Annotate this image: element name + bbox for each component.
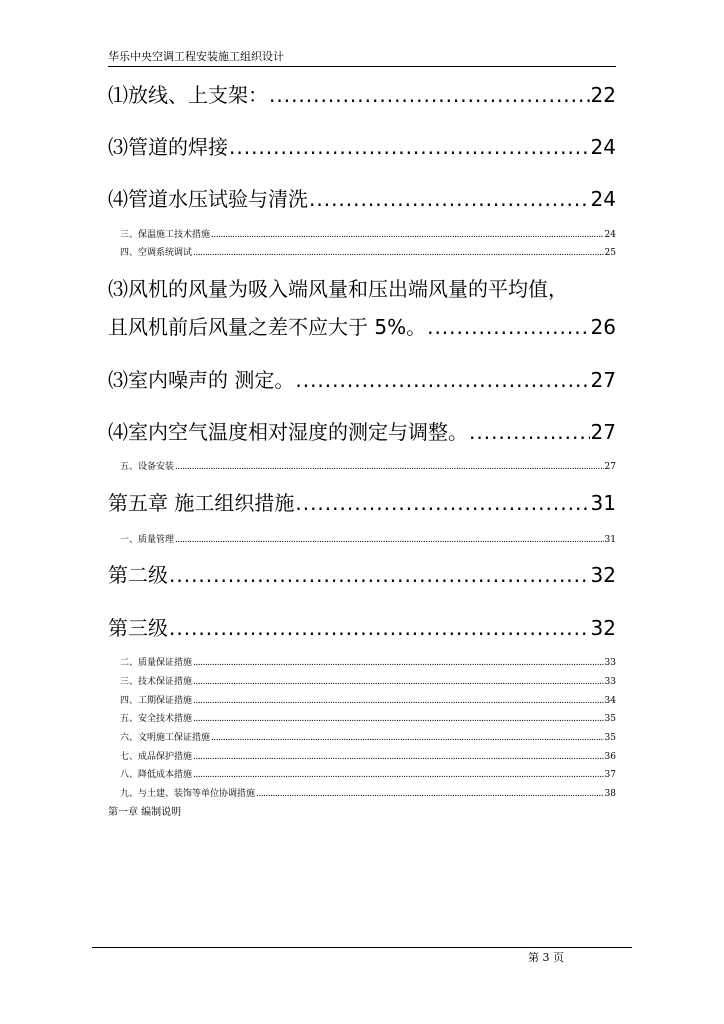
toc-entry[interactable] xyxy=(108,229,616,241)
toc-entry-title: ⑷室内空气温度相对湿度的测定与调整。 xyxy=(108,420,468,444)
toc-entry[interactable] xyxy=(108,367,616,393)
toc-entry-title: 三、技术保证措施 xyxy=(120,677,193,687)
toc-entry-page: 24 xyxy=(590,187,616,211)
toc-entry-page: 35 xyxy=(604,733,616,743)
toc-entry[interactable] xyxy=(108,676,616,688)
document-title: 华乐中央空调工程安装施工组织设计 xyxy=(108,50,284,63)
toc-entry[interactable] xyxy=(108,769,616,781)
toc-entry-page: 34 xyxy=(604,696,616,706)
toc-leader-dots xyxy=(169,615,590,641)
toc-entry-page: 24 xyxy=(604,230,616,240)
toc-entry-page: 38 xyxy=(604,789,616,799)
toc-entry[interactable] xyxy=(108,490,616,516)
toc-entry-title: 七、成品保护措施 xyxy=(120,752,193,762)
toc-entry[interactable] xyxy=(108,461,616,473)
toc-entry-title: ⑶室内噪声的 测定。 xyxy=(108,368,295,392)
toc-entry-title: 六、文明施工保证措施 xyxy=(120,733,211,743)
toc-leader-dots xyxy=(295,367,589,393)
footer-divider xyxy=(92,947,632,948)
toc-leader-dots xyxy=(169,562,590,588)
toc-entry-page: 31 xyxy=(604,535,616,545)
toc-entry[interactable] xyxy=(108,732,616,744)
toc-entry[interactable] xyxy=(108,615,616,641)
toc-entry-title: 五、安全技术措施 xyxy=(120,714,193,724)
toc-leader-dots xyxy=(193,695,604,707)
toc-entry[interactable] xyxy=(108,657,616,669)
toc-entry[interactable] xyxy=(108,751,616,763)
toc-entry-title: ⑶风机的风量为吸入端风量和压出端风量的平均值， xyxy=(108,277,568,301)
toc-leader-dots xyxy=(427,314,589,340)
toc-leader-dots xyxy=(193,676,604,688)
toc-leader-dots xyxy=(193,769,604,781)
page-number: 第 3 页 xyxy=(528,951,564,964)
toc-entry-page: 27 xyxy=(590,368,616,392)
toc-leader-dots xyxy=(269,82,590,108)
toc-entry[interactable] xyxy=(108,82,616,108)
toc-leader-dots xyxy=(175,461,604,473)
toc-leader-dots xyxy=(211,732,604,744)
toc-entry-title: 九、与土建、装饰等单位协调措施 xyxy=(120,789,256,799)
toc-entry-title: 且风机前后风量之差不应大于 5%。 xyxy=(108,315,427,339)
chapter-heading: 第一章 编制说明 xyxy=(108,807,182,818)
toc-entry-title: ⑷管道水压试验与清洗 xyxy=(108,187,308,211)
toc-leader-dots xyxy=(193,713,604,725)
toc-entry-title: ⑶管道的焊接 xyxy=(108,135,228,159)
toc-entry-page: 24 xyxy=(590,135,616,159)
toc-entry-title: 二、质量保证措施 xyxy=(120,658,193,668)
toc-entry-page: 31 xyxy=(590,491,616,515)
toc-leader-dots xyxy=(309,186,590,212)
toc-entry-page: 22 xyxy=(590,83,616,107)
toc-leader-dots xyxy=(256,788,604,800)
toc-entry[interactable] xyxy=(108,695,616,707)
toc-leader-dots xyxy=(175,534,604,546)
toc-entry-page: 27 xyxy=(590,420,616,444)
toc-entry[interactable] xyxy=(108,562,616,588)
toc-entry-page: 26 xyxy=(590,315,616,339)
toc-entry[interactable] xyxy=(108,713,616,725)
toc-entry-title: 五、设备安装 xyxy=(120,462,175,472)
toc-leader-dots xyxy=(193,657,604,669)
toc-leader-dots xyxy=(229,134,590,160)
toc-entry-title: 八、降低成本措施 xyxy=(120,770,193,780)
toc-entry-title: 第二级 xyxy=(108,563,168,587)
toc-entry[interactable] xyxy=(108,788,616,800)
toc-entry[interactable] xyxy=(108,134,616,160)
toc-entry-page: 32 xyxy=(590,563,616,587)
toc-entry-page: 27 xyxy=(604,462,616,472)
toc-leader-dots xyxy=(193,751,604,763)
toc-entry[interactable] xyxy=(108,247,616,259)
toc-entry-page: 32 xyxy=(590,616,616,640)
toc-entry-title: 第五章 施工组织措施 xyxy=(108,491,295,515)
toc-leader-dots xyxy=(211,229,604,241)
toc-entry-title: 三、保温施工技术措施 xyxy=(120,230,211,240)
toc-entry-title: 四、空调系统调试 xyxy=(120,248,193,258)
page-header xyxy=(108,50,616,67)
toc-entry-page: 35 xyxy=(604,714,616,724)
toc-entry[interactable] xyxy=(108,314,616,340)
toc-leader-dots xyxy=(469,419,590,445)
toc-leader-dots xyxy=(193,247,604,259)
toc-entry-page: 33 xyxy=(604,658,616,668)
toc-entry-title: 第三级 xyxy=(108,616,168,640)
toc-entry[interactable] xyxy=(108,276,568,302)
toc-entry-title: 一、质量管理 xyxy=(120,535,175,545)
toc-entry-page: 33 xyxy=(604,677,616,687)
toc-entry-page: 36 xyxy=(604,752,616,762)
toc-entry-title: 四、工期保证措施 xyxy=(120,696,193,706)
toc-entry[interactable] xyxy=(108,186,616,212)
toc-entry[interactable] xyxy=(108,534,616,546)
toc-entry-page: 25 xyxy=(604,248,616,258)
toc-leader-dots xyxy=(295,490,589,516)
toc-entry[interactable] xyxy=(108,419,616,445)
toc-entry-title: ⑴放线、上支架： xyxy=(108,83,268,107)
toc-entry-page: 37 xyxy=(604,770,616,780)
